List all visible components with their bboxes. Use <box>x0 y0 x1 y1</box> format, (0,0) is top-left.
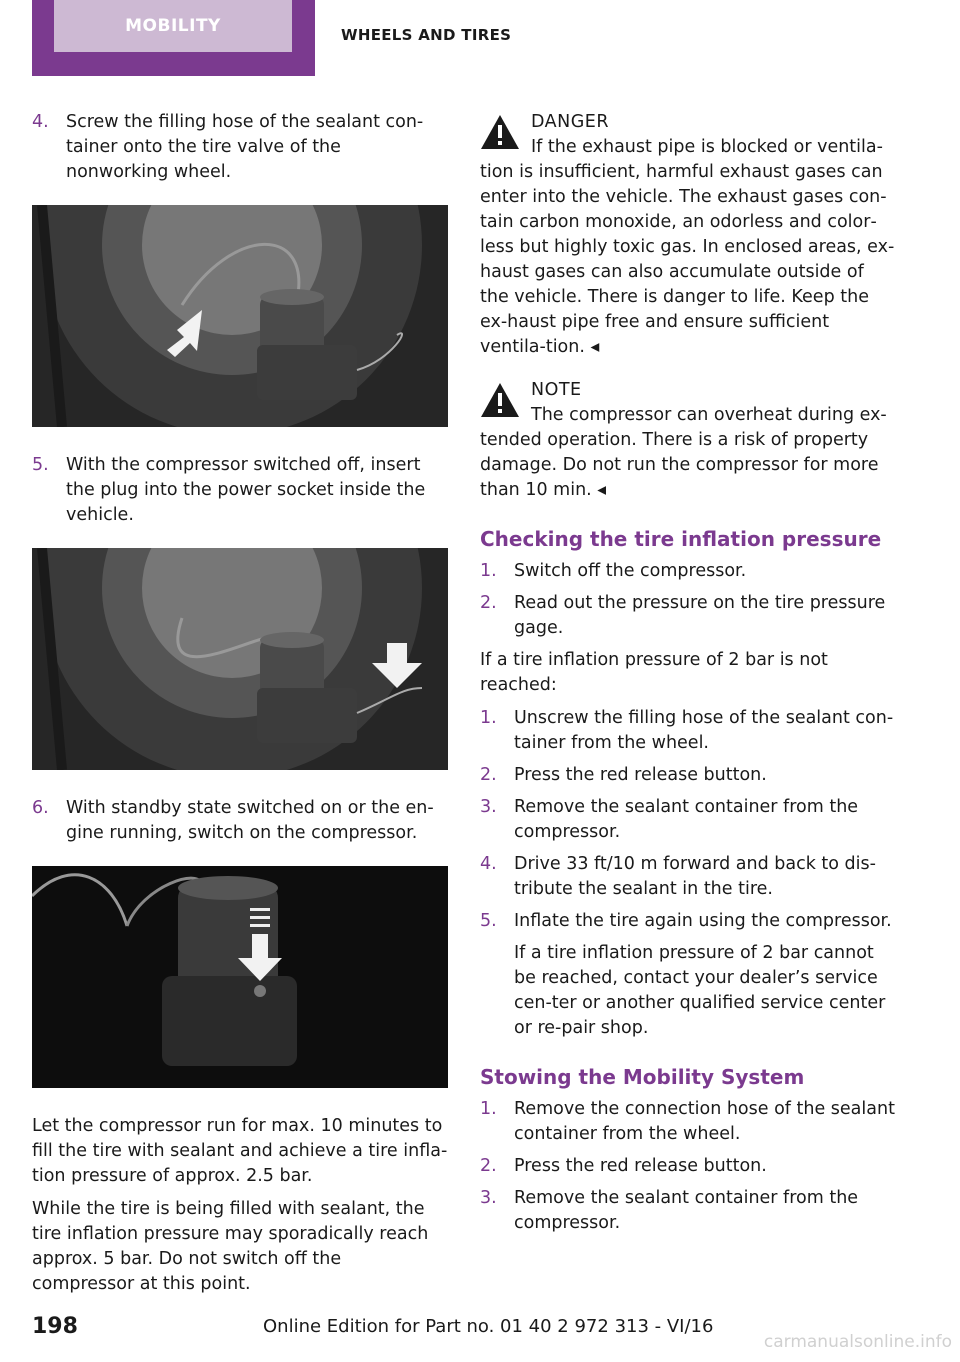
danger-body: If the exhaust pipe is blocked or ventila‐tion is insufficient, harmful exhaust gases can enter into the vehicle. The exhaust gases con‐tain carbon monoxide, an odorless and color‐less but highly toxic gas. In enclosed areas, ex‐haust gases can also accumulate outside of the vehicle. There is danger to life. Keep the ex‐haust pipe free and ensure sufficient ventila‐tion. ◂ <box>480 137 895 357</box>
edition-line: Online Edition for Part no. 01 40 2 972 313 - VI/16 <box>263 1316 714 1337</box>
note-body: The compressor can overheat during ex‐tended operation. There is a risk of property damage. Do not run the compressor for more than 10 min. ◂ <box>480 405 887 500</box>
step-text: Screw the filling hose of the sealant con‐tainer onto the tire valve of the nonworking wheel. <box>66 112 424 182</box>
page-number: 198 <box>32 1314 78 1339</box>
note-box <box>480 378 896 503</box>
warning-triangle-icon <box>480 382 520 418</box>
step-text: Press the red release button. <box>514 765 767 785</box>
heading-stowing: Stowing the Mobility System <box>480 1065 805 1089</box>
step-main-text: Inflate the tire again using the compressor. <box>514 911 892 931</box>
step-number: 4. <box>32 112 49 132</box>
list-item <box>480 1154 896 1179</box>
step-text: Unscrew the filling hose of the sealant con‐tainer from the wheel. <box>514 708 894 753</box>
step-6 <box>32 796 448 846</box>
photo-plug-power-socket <box>32 548 448 770</box>
step-text: Press the red release button. <box>514 1156 767 1176</box>
step-number: 1. <box>480 561 497 581</box>
chapter-tab <box>32 0 315 76</box>
heading-check-pressure: Checking the tire inflation pressure <box>480 527 882 551</box>
step-text: Remove the connection hose of the sealant container from the wheel. <box>514 1099 895 1144</box>
right-column <box>480 110 896 1243</box>
step-number: 3. <box>480 1188 497 1208</box>
step-text <box>514 909 896 1041</box>
step-text: Switch off the compressor. <box>514 561 747 581</box>
step-number: 3. <box>480 797 497 817</box>
warning-triangle-icon <box>480 114 520 150</box>
list-item <box>480 591 896 641</box>
paragraph-pressure-peak: While the tire is being filled with sealant, the tire inflation pressure may sporadically reach approx. 5 bar. Do not switch off the compressor at this point. <box>32 1199 429 1294</box>
paragraph-run-time: Let the compressor run for max. 10 minutes to fill the tire with sealant and achieve a tire infla‐tion pressure of approx. 2.5 bar. <box>32 1116 448 1186</box>
step-subtext: If a tire inflation pressure of 2 bar cannot be reached, contact your dealer’s service cen‐ter or another qualified service center or re‐pair shop. <box>514 943 886 1038</box>
list-item <box>480 909 896 1041</box>
chapter-label: MOBILITY <box>54 0 292 52</box>
list-item <box>480 763 896 788</box>
photo-hose-on-valve <box>32 205 448 427</box>
step-number: 5. <box>480 911 497 931</box>
step-number: 2. <box>480 593 497 613</box>
step-number: 5. <box>32 455 49 475</box>
left-column <box>32 110 448 1305</box>
step-text: With standby state switched on or the en‐gine running, switch on the compressor. <box>66 798 434 843</box>
list-item <box>480 795 896 845</box>
note-title: NOTE <box>531 380 582 400</box>
paragraph-not-reached: If a tire inflation pressure of 2 bar is not reached: <box>480 650 828 695</box>
step-number: 1. <box>480 1099 497 1119</box>
step-text: Remove the sealant container from the compressor. <box>514 797 859 842</box>
danger-box <box>480 110 896 360</box>
step-5 <box>32 453 448 528</box>
list-item <box>480 706 896 756</box>
step-text: With the compressor switched off, insert the plug into the power socket inside the vehicle. <box>66 455 426 525</box>
step-number: 4. <box>480 854 497 874</box>
step-4 <box>32 110 448 185</box>
step-text: Drive 33 ft/10 m forward and back to dis‐tribute the sealant in the tire. <box>514 854 876 899</box>
step-number: 1. <box>480 708 497 728</box>
step-number: 2. <box>480 1156 497 1176</box>
list-item <box>480 559 896 584</box>
watermark: carmanualsonline.info <box>763 1332 952 1352</box>
list-item <box>480 1186 896 1236</box>
list-item <box>480 852 896 902</box>
step-number: 2. <box>480 765 497 785</box>
list-item <box>480 1097 896 1147</box>
danger-title: DANGER <box>531 112 610 132</box>
section-title: WHEELS AND TIRES <box>341 26 512 44</box>
step-text: Read out the pressure on the tire pressure gage. <box>514 593 886 638</box>
step-text: Remove the sealant container from the compressor. <box>514 1188 859 1233</box>
step-number: 6. <box>32 798 49 818</box>
photo-compressor-on <box>32 866 448 1088</box>
